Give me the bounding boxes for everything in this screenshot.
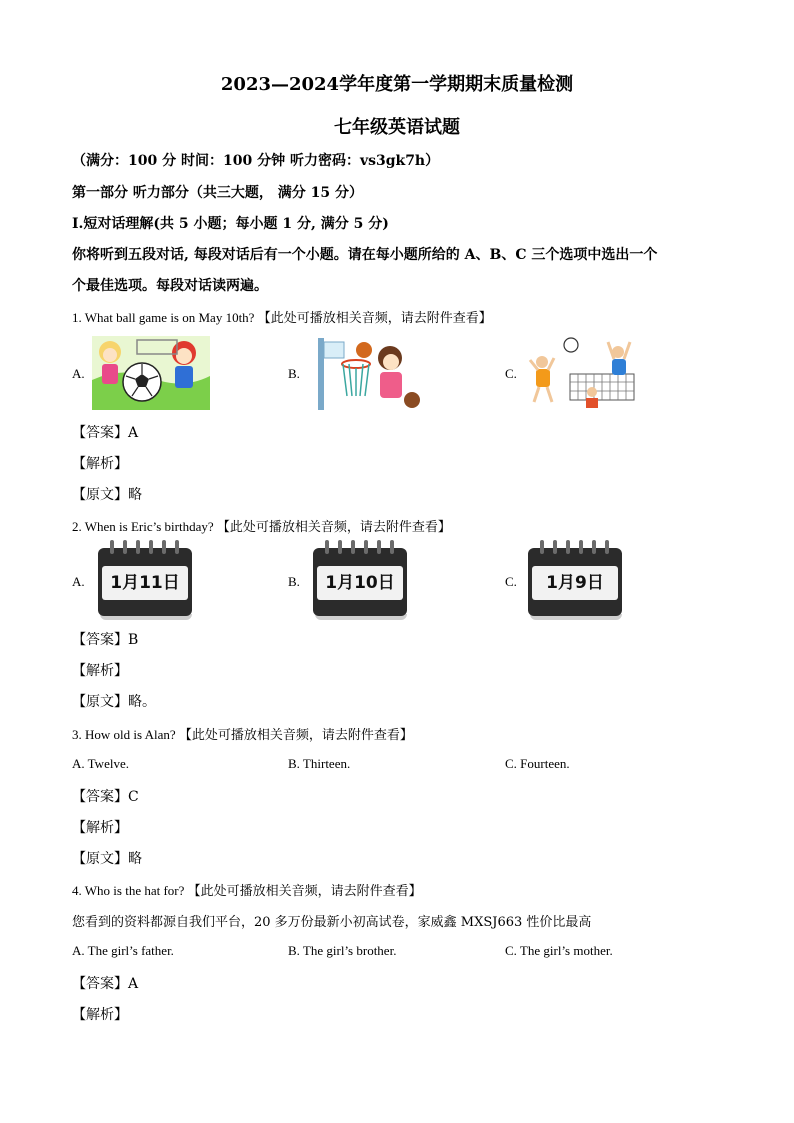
instruction-line-1: 你将听到五段对话, 每段对话后有一个小题。请在每小题所给的 A、B、C 三个选项中选出一个 [72,247,658,263]
basketball-picture-icon [316,336,420,410]
q2-answer: 【答案】B [72,632,139,648]
q1-option-c[interactable]: C. [505,366,517,381]
q3-answer: 【答案】C [72,789,139,805]
q1-option-b[interactable]: B. [288,366,300,381]
q1-answer: 【答案】A [72,425,139,441]
q3-option-c[interactable]: C. Fourteen. [505,756,570,771]
instruction-line-2: 个最佳选项。每段对话读两遍。 [72,278,268,294]
exam-info: （满分：100 分 时间：100 分钟 听力密码：vs3gk7h） [72,153,440,169]
calendar-date: 1月11日 [102,566,188,600]
calendar-date: 1月9日 [532,566,618,600]
calendar-icon [313,540,409,622]
section1-heading: Ⅰ.短对话理解(共 5 小题；每小题 1 分, 满分 5 分) [72,216,389,232]
q2-option-b[interactable]: B. [288,574,300,589]
q1-option-a[interactable]: A. [72,366,85,381]
q2-option-a[interactable]: A. [72,574,85,589]
q2-original: 【原文】略。 [72,694,156,710]
q4-option-c[interactable]: C. The girl’s mother. [505,943,613,958]
q4-analysis: 【解析】 [72,1007,128,1023]
q3-analysis: 【解析】 [72,820,128,836]
soccer-picture-icon [92,336,210,410]
q4-option-b[interactable]: B. The girl’s brother. [288,943,397,958]
q3-original: 【原文】略 [72,851,142,867]
q2-option-c[interactable]: C. [505,574,517,589]
calendar-icon [98,540,194,622]
exam-subtitle: 七年级英语试题 [334,117,460,138]
q3-option-a[interactable]: A. Twelve. [72,756,129,771]
q1-original: 【原文】略 [72,487,142,503]
calendar-icon [528,540,624,622]
q4-option-a[interactable]: A. The girl’s father. [72,943,174,958]
calendar-date: 1月10日 [317,566,403,600]
q3-option-b[interactable]: B. Thirteen. [288,756,351,771]
platform-notice: 您看到的资料都源自我们平台，20 多万份最新小初高试卷，家威鑫 MXSJ663 性价比最高 [72,915,592,930]
q1-analysis: 【解析】 [72,456,128,472]
q2-analysis: 【解析】 [72,663,128,679]
question-1-stem: 1. What ball game is on May 10th? 【此处可播放相关音频，请去附件查看】 [72,310,492,325]
volleyball-picture-icon [524,336,640,410]
part1-heading: 第一部分 听力部分（共三大题， 满分 15 分） [72,185,363,201]
q4-answer: 【答案】A [72,976,139,992]
question-2-stem: 2. When is Eric’s birthday? 【此处可播放相关音频，请去附件查看】 [72,519,451,534]
question-4-stem: 4. Who is the hat for? 【此处可播放相关音频，请去附件查看】 [72,883,422,898]
exam-title: 2023—2024学年度第一学期期末质量检测 [220,74,574,95]
question-3-stem: 3. How old is Alan? 【此处可播放相关音频，请去附件查看】 [72,727,413,742]
